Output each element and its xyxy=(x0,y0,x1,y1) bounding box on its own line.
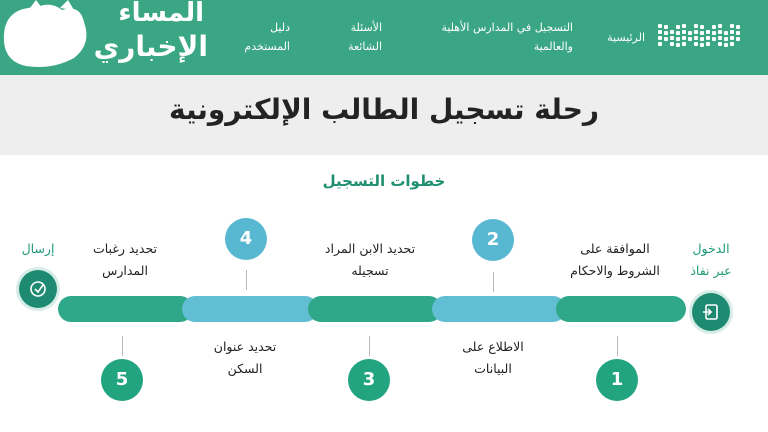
logo-dot xyxy=(688,31,692,35)
logo-dot xyxy=(682,42,686,46)
step-2-number: 2 xyxy=(472,219,514,261)
logo-dot xyxy=(676,31,680,35)
step-4-label xyxy=(185,336,305,380)
steps-section-title: خطوات التسجيل xyxy=(322,172,446,190)
logo-dot xyxy=(676,25,680,29)
logo-dot xyxy=(712,31,716,35)
send-icon xyxy=(19,270,57,308)
step-5-line2: المدارس xyxy=(102,263,148,278)
logo-dot xyxy=(724,37,728,41)
logo-dot xyxy=(670,36,674,40)
logo-dot xyxy=(688,37,692,41)
logo-dot xyxy=(658,24,662,28)
nafath-login-button[interactable] xyxy=(692,293,730,331)
step-4-line1: تحديد عنوان xyxy=(213,339,277,354)
watermark-line2: الإخباري xyxy=(93,30,208,63)
logo-dot xyxy=(658,36,662,40)
logo-dot xyxy=(730,24,734,28)
logo-dot xyxy=(694,42,698,46)
start-label-line2: عبر نفاذ xyxy=(690,263,732,278)
logo-dot xyxy=(700,25,704,29)
logo-dot xyxy=(724,31,728,35)
step-3-line1: تحديد الابن المراد xyxy=(324,241,416,256)
logo-dot xyxy=(712,37,716,41)
step-2-connector xyxy=(493,272,494,292)
logo-dot xyxy=(730,36,734,40)
step-1-line1: الموافقة على xyxy=(580,241,650,256)
logo-dot xyxy=(730,30,734,34)
logo-dot xyxy=(706,42,710,46)
logo-dot xyxy=(700,37,704,41)
logo-dot xyxy=(694,30,698,34)
logo-dot xyxy=(736,37,740,41)
step-4-number: 4 xyxy=(225,218,267,260)
timeline-segment-1 xyxy=(556,296,686,322)
step-5-line1: تحديد رغبات xyxy=(92,241,158,256)
timeline-segment-2 xyxy=(432,296,566,322)
logo-dot xyxy=(712,25,716,29)
step-1-connector xyxy=(617,336,618,356)
timeline-segment-3 xyxy=(308,296,442,322)
step-5-number: 5 xyxy=(101,359,143,401)
nav-registration-line2: والعالمية xyxy=(533,40,573,53)
start-label-line1: الدخول xyxy=(692,241,730,256)
logo-dot xyxy=(670,30,674,34)
logo-dot xyxy=(718,42,722,46)
nav-faq[interactable] xyxy=(332,18,382,56)
step-2-line2: البيانات xyxy=(474,361,512,376)
step-5-connector xyxy=(122,336,123,356)
logo-dot xyxy=(670,42,674,46)
page-title: رحلة تسجيل الطالب الإلكترونية xyxy=(168,93,600,126)
watermark-line1: المساء xyxy=(118,0,204,28)
login-door-icon xyxy=(692,293,730,331)
submit-label: إرسال xyxy=(21,241,55,256)
submit-button[interactable] xyxy=(19,270,57,308)
logo-dot xyxy=(736,31,740,35)
nav-registration-line1: التسجيل في المدارس الأهلية xyxy=(441,21,573,34)
step-2-label xyxy=(433,336,553,380)
nav-faq-line2: الشائعة xyxy=(348,40,382,53)
logo-dot xyxy=(718,24,722,28)
step-1-label xyxy=(555,238,675,282)
timeline-segment-4 xyxy=(182,296,318,322)
step-1-number: 1 xyxy=(596,359,638,401)
logo-dot xyxy=(682,24,686,28)
logo-dot xyxy=(718,36,722,40)
logo-dot xyxy=(694,36,698,40)
logo-dot xyxy=(676,37,680,41)
nav-home-label: الرئيسية xyxy=(607,31,645,44)
nav-user-guide-line2: المستخدم xyxy=(244,40,290,53)
logo-dot xyxy=(682,30,686,34)
logo-dot xyxy=(706,36,710,40)
logo-dot xyxy=(694,24,698,28)
step-4-connector xyxy=(246,270,247,290)
ministry-logo[interactable] xyxy=(658,24,744,50)
logo-dot xyxy=(676,43,680,47)
logo-dot xyxy=(682,36,686,40)
nav-registration[interactable] xyxy=(418,18,573,56)
step-5-label xyxy=(65,238,185,282)
nav-faq-line1: الأسئلة xyxy=(350,21,382,34)
watermark-overlay xyxy=(0,0,210,72)
logo-dot xyxy=(664,37,668,41)
step-3-number: 3 xyxy=(348,359,390,401)
step-1-line2: الشروط والاحكام xyxy=(570,263,660,278)
timeline-segment-5 xyxy=(58,296,193,322)
nav-user-guide-line1: دليل xyxy=(270,21,290,34)
logo-dot xyxy=(700,43,704,47)
step-4-line2: السكن xyxy=(227,361,263,376)
logo-dot xyxy=(658,30,662,34)
logo-dot xyxy=(706,30,710,34)
nav-user-guide[interactable] xyxy=(226,18,290,56)
step-3-label xyxy=(300,238,440,282)
nav-home[interactable] xyxy=(585,28,645,47)
logo-dot xyxy=(730,42,734,46)
logo-dot xyxy=(700,31,704,35)
logo-dot xyxy=(724,43,728,47)
logo-dot xyxy=(664,31,668,35)
step-3-connector xyxy=(369,336,370,356)
start-label xyxy=(678,238,744,282)
logo-dot xyxy=(658,42,662,46)
step-2-line1: الاطلاع على xyxy=(462,339,524,354)
step-3-line2: تسجيله xyxy=(351,263,389,278)
logo-dot xyxy=(664,25,668,29)
logo-dot xyxy=(736,25,740,29)
logo-dot xyxy=(718,30,722,34)
